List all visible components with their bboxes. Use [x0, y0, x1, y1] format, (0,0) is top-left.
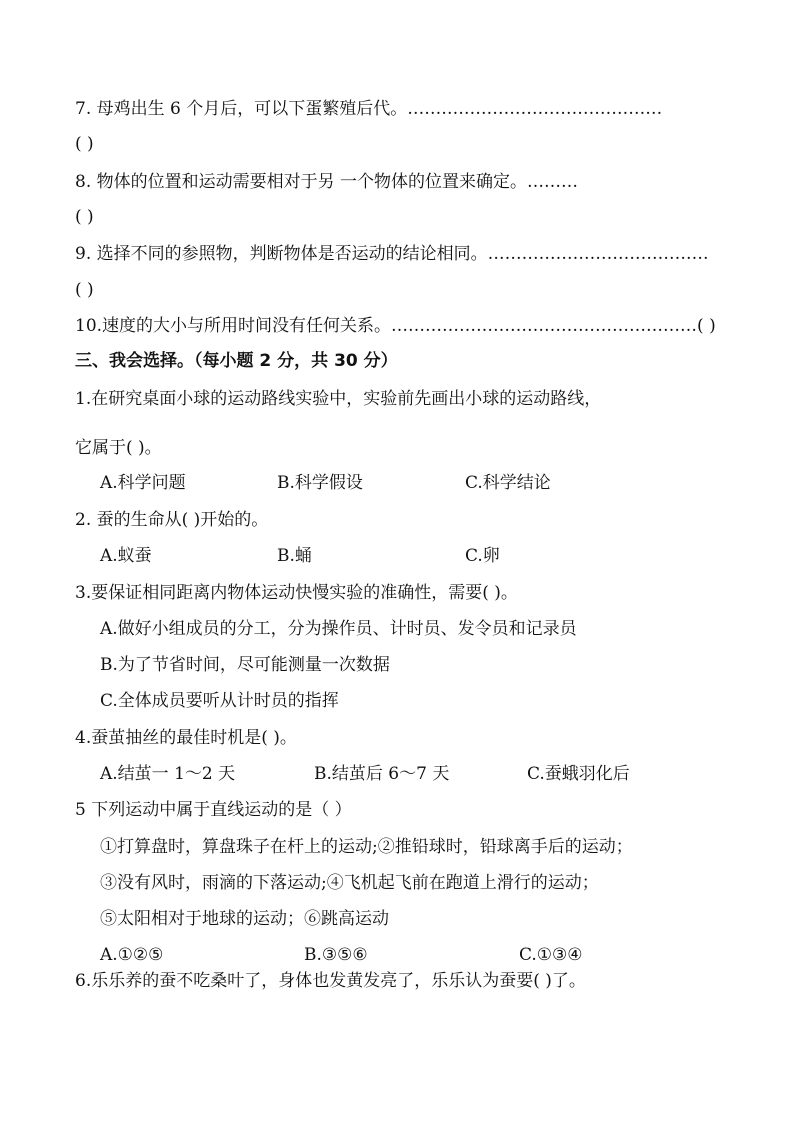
judgement-text: 9. 选择不同的参照物，判断物体是否运动的结论相同。	[75, 244, 488, 264]
question-1-stem: 1.在研究桌面小球的运动路线实验中，实验前先画出小球的运动路线，	[75, 389, 602, 409]
option-b[interactable]: B.结茧后 6～7 天	[314, 764, 450, 784]
judgement-item-8	[75, 171, 578, 193]
judgement-item-9	[75, 243, 709, 265]
question-5-stem: 5 下列运动中属于直线运动的是（ ）	[75, 800, 352, 820]
option-a[interactable]: A.科学问题	[100, 473, 186, 493]
option-c[interactable]: C.科学结论	[465, 473, 551, 493]
answer-paren[interactable]: ( )	[697, 316, 716, 336]
option-c[interactable]: C.全体成员要听从计时员的指挥	[100, 691, 339, 711]
judgement-item-10	[75, 315, 716, 337]
answer-paren[interactable]: ( )	[75, 280, 94, 300]
option-b[interactable]: B.为了节省时间，尽可能测量一次数据	[100, 655, 390, 675]
option-b[interactable]: B.蛹	[277, 546, 312, 566]
leader-dots: …………………………………	[487, 244, 709, 264]
option-c[interactable]: C.①③④	[519, 945, 583, 965]
question-2-stem: 2. 蚕的生命从( )开始的。	[75, 510, 269, 530]
question-4-stem: 4.蚕茧抽丝的最佳时机是( )。	[75, 728, 297, 748]
option-b[interactable]: B.科学假设	[277, 473, 363, 493]
option-a[interactable]: A.蚁蚕	[100, 546, 152, 566]
question-1-stem-cont: 它属于( )。	[75, 438, 162, 458]
answer-paren[interactable]: ( )	[75, 207, 94, 227]
judgement-text: 7. 母鸡出生 6 个月后，可以下蛋繁殖后代。	[75, 99, 408, 119]
option-c[interactable]: C.蚕蛾羽化后	[527, 764, 630, 784]
option-a[interactable]: A.①②⑤	[100, 945, 164, 965]
judgement-text: 10.速度的大小与所用时间没有任何关系。	[75, 316, 392, 336]
leader-dots: ………	[527, 172, 579, 192]
section-heading: 三、我会选择。（每小题 2 分，共 30 分）	[75, 351, 398, 371]
question-5-item-line: ③没有风时，雨滴的下落运动;④飞机起飞前在跑道上滑行的运动；	[100, 873, 599, 893]
question-6-stem: 6.乐乐养的蚕不吃桑叶了，身体也发黄发亮了，乐乐认为蚕要( )了。	[75, 971, 586, 991]
judgement-item-7	[75, 98, 662, 120]
option-b[interactable]: B.③⑤⑥	[304, 945, 368, 965]
question-3-stem: 3.要保证相同距离内物体运动快慢实验的准确性，需要( )。	[75, 583, 518, 603]
judgement-text: 8. 物体的位置和运动需要相对于另 一个物体的位置来确定。	[75, 172, 528, 192]
question-5-item-line: ⑤太阳相对于地球的运动；⑥跳高运动	[100, 909, 389, 929]
answer-paren[interactable]: ( )	[75, 134, 94, 154]
leader-dots: ………………………………………	[407, 99, 663, 119]
option-c[interactable]: C.卵	[465, 546, 500, 566]
option-a[interactable]: A.做好小组成员的分工，分为操作员、计时员、发令员和记录员	[100, 619, 577, 639]
question-5-item-line: ①打算盘时，算盘珠子在杆上的运动;②推铅球时，铅球离手后的运动；	[100, 837, 633, 857]
leader-dots: ………………………………………………	[391, 316, 698, 336]
option-a[interactable]: A.结茧一 1～2 天	[100, 764, 236, 784]
